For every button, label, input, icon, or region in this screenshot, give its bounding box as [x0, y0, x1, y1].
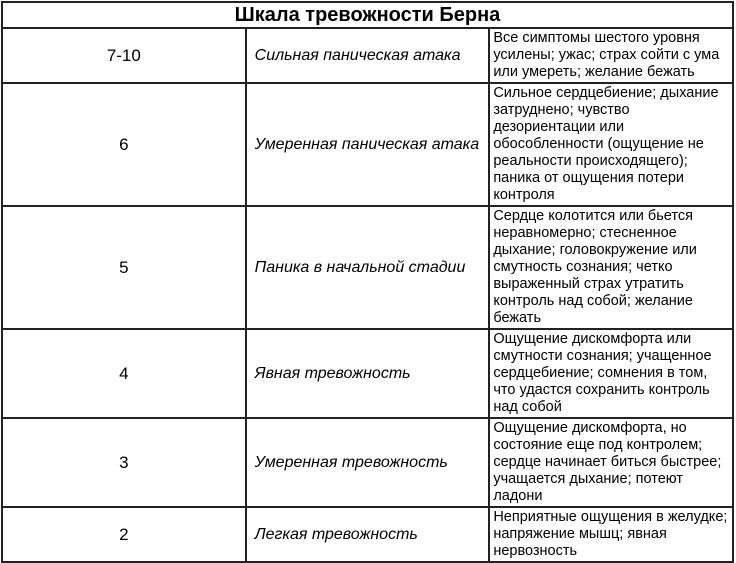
table-title: Шкала тревожности Берна: [2, 2, 733, 28]
symptoms-cell: Неприятные ощущения в желудке; напряжение мышц; явная нервозность: [489, 507, 733, 562]
table-row: [2, 83, 733, 206]
symptoms-cell: Ощущение дискомфорта, но состояние еще под контролем; сердце начинает биться быстрее; учащается дыхание; потеют ладони: [489, 418, 733, 507]
symptoms-cell: Сердце колотится или бьется неравномерно; стесненное дыхание; головокружение или смутность сознания; четко выраженный страх утратить контроль над собой; желание бежать: [489, 206, 733, 329]
state-name-cell: Легкая тревожность: [246, 507, 490, 562]
symptoms-cell: Все симптомы шестого уровня усилены; ужас; страх сойти с ума или умереть; желание бежать: [489, 28, 733, 83]
symptoms-cell: Ощущение дискомфорта или смутности сознания; учащенное сердцебиение; сомнения в том, что удастся сохранить контроль над собой: [489, 329, 733, 418]
level-cell: 3: [2, 418, 246, 507]
bern-anxiety-scale: [1, 1, 734, 563]
table-row: [2, 418, 733, 507]
level-cell: 6: [2, 83, 246, 206]
state-name-cell: Паника в начальной стадии: [246, 206, 490, 329]
level-cell: 7-10: [2, 28, 246, 83]
table-row: [2, 507, 733, 562]
table-row: [2, 329, 733, 418]
level-cell: 4: [2, 329, 246, 418]
state-name-cell: Сильная паническая атака: [246, 28, 490, 83]
table-row: [2, 206, 733, 329]
symptoms-cell: Сильное сердцебиение; дыхание затруднено; чувство дезориентации или обособленности (ощущение не реальности происходящего); паника от ощущения потери контроля: [489, 83, 733, 206]
scale-table: [1, 1, 734, 563]
state-name-cell: Умеренная паническая атака: [246, 83, 490, 206]
state-name-cell: Умеренная тревожность: [246, 418, 490, 507]
state-name-cell: Явная тревожность: [246, 329, 490, 418]
table-row: [2, 28, 733, 83]
level-cell: 2: [2, 507, 246, 562]
level-cell: 5: [2, 206, 246, 329]
